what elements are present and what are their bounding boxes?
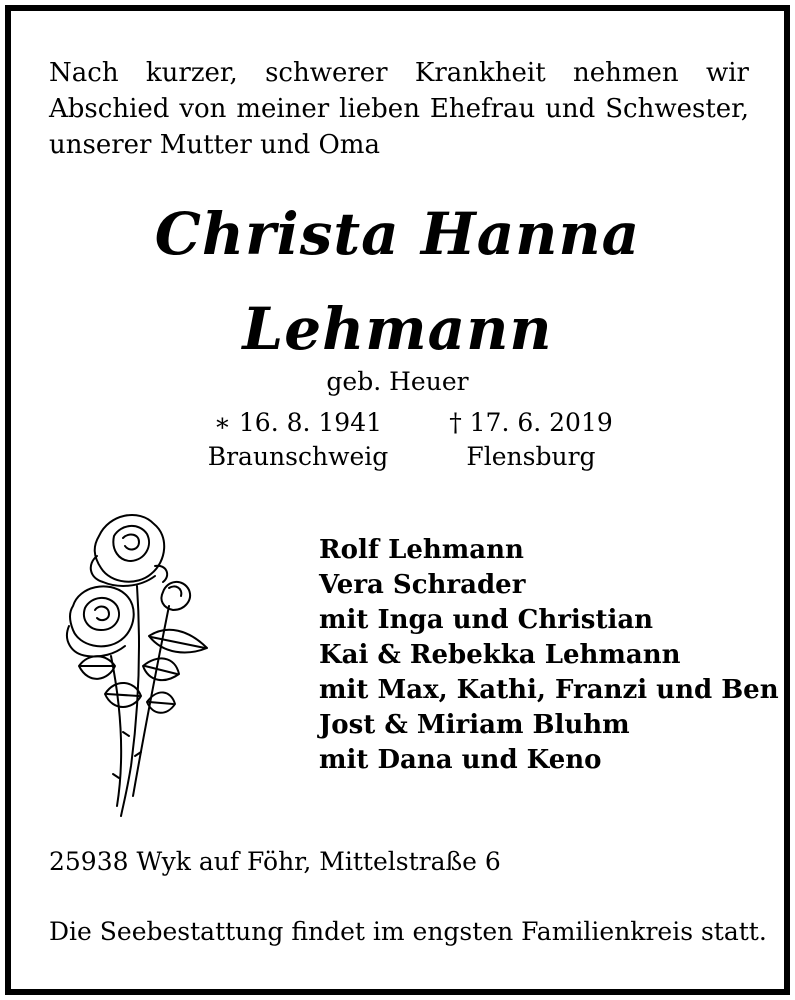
birth-name: geb. Heuer: [326, 367, 469, 396]
death-info: [441, 406, 621, 474]
family-member: Kai & Rebekka Lehmann: [319, 640, 681, 670]
death-place: Flensburg: [466, 442, 596, 471]
family-member: Jost & Miriam Bluhm: [319, 710, 630, 740]
deceased-name-line-1: Christa Hanna: [154, 200, 641, 268]
family-member: Vera Schrader: [319, 570, 526, 600]
closing-note: Die Seebestattung findet im engsten Familienkreis statt.: [49, 917, 767, 946]
address: 25938 Wyk auf Föhr, Mittelstraße 6: [49, 847, 501, 876]
family-member: mit Inga und Christian: [319, 605, 654, 635]
intro-text: Nach kurzer, schwerer Krankheit nehmen wir Abschied von meiner lieben Ehefrau und Schwester, unserer Mutter und Oma: [49, 58, 749, 160]
family-member: Rolf Lehmann: [319, 535, 524, 565]
roses-illustration-icon: [59, 506, 219, 821]
family-list: [319, 533, 779, 778]
obituary-notice: [5, 5, 790, 995]
death-date: † 17. 6. 2019: [449, 408, 613, 437]
deceased-name-line-2: Lehmann: [242, 295, 553, 363]
birth-place: Braunschweig: [207, 442, 389, 471]
birth-date: ∗ 16. 8. 1941: [213, 408, 383, 437]
birth-info: [193, 406, 403, 474]
family-member: mit Max, Kathi, Franzi und Ben: [319, 675, 779, 705]
family-member: mit Dana und Keno: [319, 745, 602, 775]
